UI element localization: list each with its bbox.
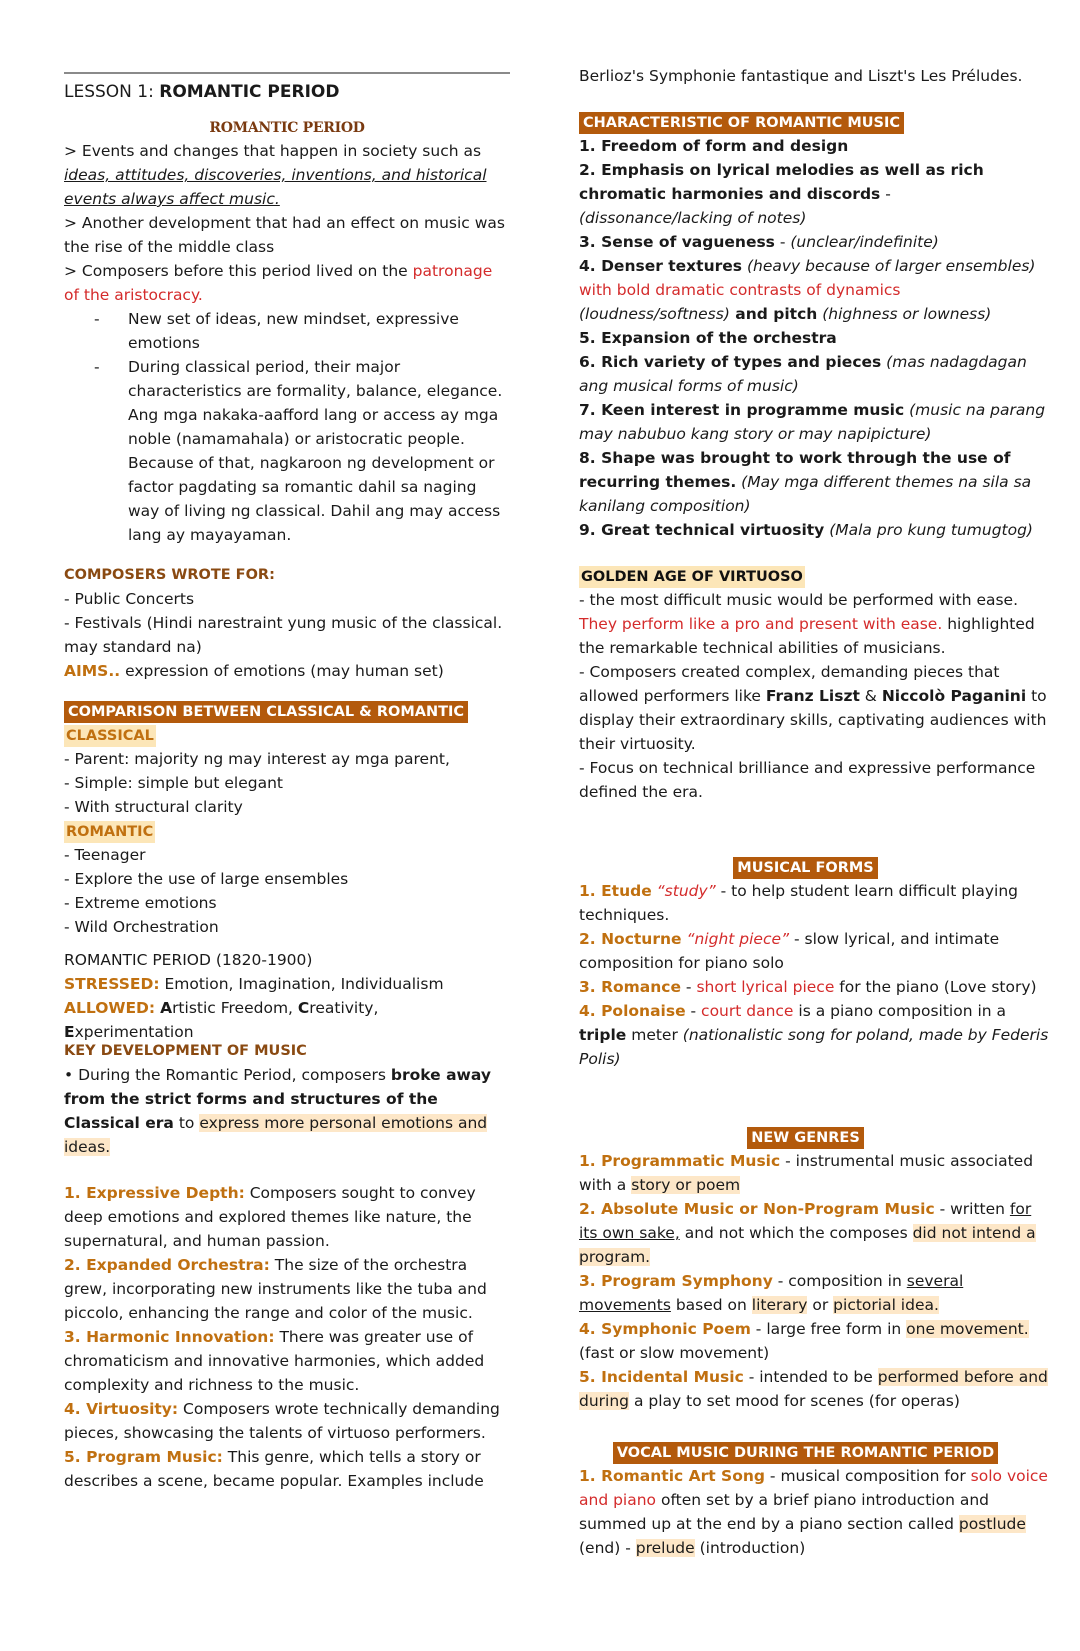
characteristic-item: 4. Denser textures (heavy because of larger ensembles) with bold dramatic contrasts of dynamics (loudness/softness) and pitch (highness or lowness) xyxy=(579,257,1036,323)
classical-item: - With structural clarity xyxy=(64,798,243,816)
musical-form-item: 1. Etude “study” - to help student learn difficult playing techniques. xyxy=(579,882,1019,924)
romantic-item: - Teenager xyxy=(64,846,146,864)
intro-paragraph-2: > Another development that had an effect on music was the rise of the middle class xyxy=(64,214,505,256)
romantic-item: - Extreme emotions xyxy=(64,894,217,912)
composers-heading: COMPOSERS WROTE FOR: xyxy=(64,567,275,583)
composers-wrote-for xyxy=(64,563,512,683)
comparison-section xyxy=(64,699,512,939)
characteristic-item: 6. Rich variety of types and pieces (mas nadagdagan ang musical forms of music) xyxy=(579,353,1027,395)
musical-forms-section xyxy=(579,855,1049,1071)
musical-form-item: 3. Romance - short lyrical piece for the piano (Love story) xyxy=(579,978,1037,996)
key-dev-item: 3. Harmonic Innovation: There was greater use of chromaticism and innovative harmonies, which added complexity and richness to the music. xyxy=(64,1328,485,1394)
characteristic-item: 2. Emphasis on lyrical melodies as well as rich chromatic harmonies and discords - (dissonance/lacking of notes) xyxy=(579,161,984,227)
key-dev-heading: KEY DEVELOPMENT OF MUSIC xyxy=(64,1043,307,1059)
intro-block xyxy=(64,139,512,547)
golden-age-paragraph: - Composers created complex, demanding pieces that allowed performers like Franz Liszt & Niccolò Paganini to display their extraordinary skills, captivating audiences with their virtuosity. xyxy=(579,663,1047,753)
musical-form-item: 2. Nocturne “night piece” - slow lyrical, and intimate composition for piano solo xyxy=(579,930,1000,972)
characteristic-item: 5. Expansion of the orchestra xyxy=(579,329,837,347)
dash-list xyxy=(64,307,512,547)
aims-line: AIMS.. expression of emotions (may human set) xyxy=(64,662,444,680)
intro-paragraph-1: > Events and changes that happen in society such as ideas, attitudes, discoveries, inventions, and historical events always affect music. xyxy=(64,142,487,208)
section-title: ROMANTIC PERIOD xyxy=(209,120,365,136)
characteristic-item: 1. Freedom of form and design xyxy=(579,137,849,155)
composers-item: - Public Concerts xyxy=(64,590,195,608)
vocal-music-section xyxy=(579,1440,1049,1560)
comparison-heading: COMPARISON BETWEEN CLASSICAL & ROMANTIC xyxy=(64,701,468,723)
classical-item: - Simple: simple but elegant xyxy=(64,774,283,792)
stressed-line: STRESSED: Emotion, Imagination, Individualism xyxy=(64,975,444,993)
composers-item: - Festivals (Hindi narestraint yung music of the classical. may standard na) xyxy=(64,614,503,656)
musical-forms-heading: MUSICAL FORMS xyxy=(733,857,877,879)
period-range: ROMANTIC PERIOD (1820-1900) xyxy=(64,951,313,969)
golden-age-section xyxy=(579,564,1049,804)
key-dev-item: 2. Expanded Orchestra: The size of the orchestra grew, incorporating new instruments like the tuba and piccolo, enhancing the range and color of the music. xyxy=(64,1256,487,1322)
classical-label: CLASSICAL xyxy=(64,725,156,747)
allowed-line: ALLOWED: Artistic Freedom, Creativity, Experimentation xyxy=(64,999,379,1041)
vocal-music-heading: VOCAL MUSIC DURING THE ROMANTIC PERIOD xyxy=(613,1442,998,1464)
characteristic-item: 7. Keen interest in programme music (music na parang may nabubuo kang story or may napipicture) xyxy=(579,401,1046,443)
golden-age-paragraph: - the most difficult music would be performed with ease. They perform like a pro and present with ease. highlighted the remarkable technical abilities of musicians. xyxy=(579,591,1035,657)
characteristic-item: 9. Great technical virtuosity (Mala pro kung tumugtog) xyxy=(579,521,1033,539)
lesson-title: LESSON 1: ROMANTIC PERIOD xyxy=(64,82,340,102)
dash-item: - New set of ideas, new mindset, expressive emotions xyxy=(128,307,512,355)
characteristic-item: 3. Sense of vagueness - (unclear/indefinite) xyxy=(579,233,939,251)
key-dev-item: 1. Expressive Depth: Composers sought to convey deep emotions and explored themes like nature, the supernatural, and human passion. xyxy=(64,1184,476,1250)
vocal-item: 1. Romantic Art Song - musical composition for solo voice and piano often set by a brief piano introduction and summed up at the end by a piano section called postlude (end) - prelude (introduction) xyxy=(579,1467,1048,1557)
golden-age-paragraph: - Focus on technical brilliance and expressive performance defined the era. xyxy=(579,759,1036,801)
characteristics-heading: CHARACTERISTIC OF ROMANTIC MUSIC xyxy=(579,112,904,134)
key-dev-intro: • During the Romantic Period, composers broke away from the strict forms and structures of the Classical era to express more personal emotions and ideas. xyxy=(64,1066,491,1156)
romantic-item: - Explore the use of large ensembles xyxy=(64,870,349,888)
musical-form-item: 4. Polonaise - court dance is a piano composition in a triple meter (nationalistic song for poland, made by Federis Polis) xyxy=(579,1002,1049,1068)
intro-paragraph-3: > Composers before this period lived on the patronage of the aristocracy. xyxy=(64,262,493,304)
new-genres-heading: NEW GENRES xyxy=(747,1127,864,1149)
genre-item: 4. Symphonic Poem - large free form in one movement. (fast or slow movement) xyxy=(579,1320,1029,1362)
characteristic-item: 8. Shape was brought to work through the use of recurring themes. (May mga different themes na sila sa kanilang composition) xyxy=(579,449,1032,515)
golden-age-heading: GOLDEN AGE OF VIRTUOSO xyxy=(579,566,805,588)
key-dev-item: 5. Program Music: This genre, which tells a story or describes a scene, became popular. Examples include xyxy=(64,1448,484,1490)
romantic-label: ROMANTIC xyxy=(64,821,155,843)
continuation-text: Berlioz's Symphonie fantastique and Liszt's Les Préludes. xyxy=(579,67,1023,85)
genre-item: 3. Program Symphony - composition in several movements based on literary or pictorial idea. xyxy=(579,1272,964,1314)
genre-item: 1. Programmatic Music - instrumental music associated with a story or poem xyxy=(579,1152,1034,1194)
romantic-item: - Wild Orchestration xyxy=(64,918,219,936)
classical-item: - Parent: majority ng may interest ay mga parent, xyxy=(64,750,450,768)
key-dev-item: 4. Virtuosity: Composers wrote technically demanding pieces, showcasing the talents of virtuoso performers. xyxy=(64,1400,500,1442)
period-section xyxy=(64,948,512,1044)
characteristics-section xyxy=(579,110,1049,542)
genre-item: 2. Absolute Music or Non-Program Music - written for its own sake, and not which the composes did not intend a program. xyxy=(579,1200,1036,1266)
dash-item: - During classical period, their major characteristics are formality, balance, elegance. Ang mga nakaka-aafford lang or access ay mga noble (namamahala) or aristocratic people. Because of that, nagkaroon ng development or factor pagdating sa romantic dahil sa naging way of living ng classical. Dahil ang may access lang ay mayayaman. xyxy=(128,355,512,547)
title-divider xyxy=(64,72,510,74)
genre-item: 5. Incidental Music - intended to be performed before and during a play to set mood for scenes (for operas) xyxy=(579,1368,1048,1410)
new-genres-section xyxy=(579,1125,1049,1413)
key-development-section xyxy=(64,1039,512,1493)
